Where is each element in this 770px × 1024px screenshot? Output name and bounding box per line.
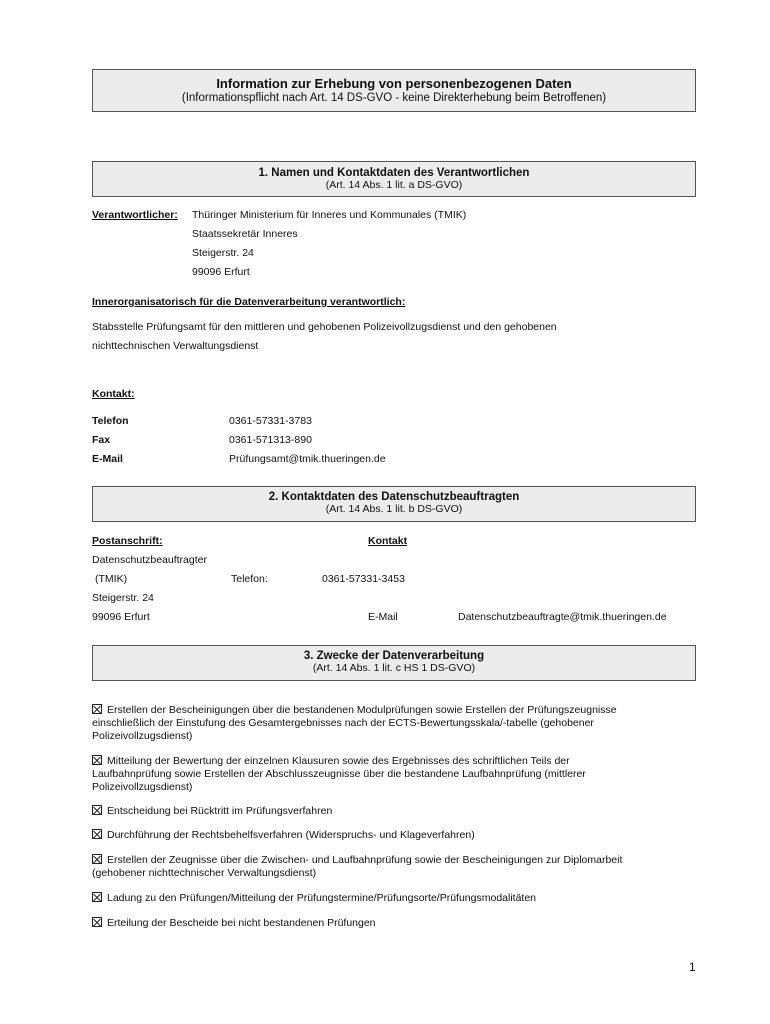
contact-email-value: Prüfungsamt@tmik.thueringen.de <box>229 453 386 465</box>
inner-responsible-line-1: Stabsstelle Prüfungsamt für den mittleren und gehobenen Polizeivollzugsdienst und den gehobenen <box>92 321 557 333</box>
dsb-email-label: E-Mail <box>368 611 398 623</box>
checked-checkbox-icon <box>92 892 102 902</box>
contact-fax-label: Fax <box>92 434 111 446</box>
verantwortlicher-label: Verantwortlicher: <box>92 209 178 221</box>
dsb-address-3: Steigerstr. 24 <box>92 592 154 604</box>
document-subtitle: (Informationspflicht nach Art. 14 DS-GVO - keine Direkterhebung beim Betroffenen) <box>181 92 607 104</box>
dsb-kontakt-label: Kontakt <box>368 535 408 547</box>
address-line-3: Steigerstr. 24 <box>192 247 254 259</box>
section2-subtitle: (Art. 14 Abs. 1 lit. b DS-GVO) <box>325 503 463 515</box>
section1-title: 1. Namen und Kontaktdaten des Verantwortlichen <box>258 167 530 179</box>
address-line-2: Staatssekretär Inneres <box>192 228 298 240</box>
checked-checkbox-icon <box>92 854 102 864</box>
dsb-telefon-label: Telefon: <box>231 573 268 585</box>
header-box <box>92 69 696 112</box>
address-line-1: Thüringer Ministerium für Inneres und Kommunales (TMIK) <box>192 209 467 221</box>
purpose-item-2: Mitteilung der Bewertung der einzelnen Klausuren sowie des Ergebnisses des schriftlichen Teils der Laufbahnprüfung sowie Erstellen der Abschlusszeugnisse über die bestandene Laufbahnprüfung (mittlerer Polizeivollzugsdienst) <box>92 755 586 793</box>
address-line-4: 99096 Erfurt <box>192 266 250 278</box>
section2-title: 2. Kontaktdaten des Datenschutzbeauftragten <box>268 491 520 503</box>
section3-header <box>92 645 696 681</box>
purpose-item-3: Entscheidung bei Rücktritt im Prüfungsverfahren <box>92 805 692 818</box>
document-title: Information zur Erhebung von personenbezogenen Daten <box>216 76 572 91</box>
contact-phone-label: Telefon <box>92 415 129 427</box>
kontakt-label: Kontakt: <box>92 388 135 400</box>
contact-phone-value: 0361-57331-3783 <box>229 415 312 427</box>
inner-responsible-line-2: nichttechnischen Verwaltungsdienst <box>92 340 259 352</box>
checked-checkbox-icon <box>92 704 102 714</box>
dsb-address-1: Datenschutzbeauftragter <box>92 554 207 566</box>
contact-email-label: E-Mail <box>92 453 123 465</box>
purpose-item-1: Erstellen der Bescheinigungen über die bestandenen Modulprüfungen sowie Erstellen der Prüfungszeugnisse einschließlich der Einstufung des Gesamtergebnisses nach der ECTS-Bewertungsskala/-tabelle (gehobener Polizeivollzugsdienst) <box>92 704 617 742</box>
inner-responsible-label: Innerorganisatorisch für die Datenverarbeitung verantwortlich: <box>92 296 406 308</box>
purpose-item-5: Erstellen der Zeugnisse über die Zwischen- und Laufbahnprüfung sowie der Bescheinigungen zur Diplomarbeit (gehobener nichttechnischer Verwaltungsdienst) <box>92 854 623 879</box>
checked-checkbox-icon <box>92 829 102 839</box>
dsb-telefon-value: 0361-57331-3453 <box>322 573 405 585</box>
section1-header <box>92 161 696 197</box>
purpose-item-6: Ladung zu den Prüfungen/Mitteilung der Prüfungstermine/Prüfungsorte/Prüfungsmodalitäten <box>92 892 692 905</box>
purpose-item-4: Durchführung der Rechtsbehelfsverfahren (Widerspruchs- und Klageverfahren) <box>92 829 692 842</box>
section2-header <box>92 486 696 522</box>
page-number: 1 <box>689 960 696 974</box>
dsb-address-2: (TMIK) <box>95 573 128 585</box>
purpose-item-7: Erteilung der Bescheide bei nicht bestandenen Prüfungen <box>92 917 692 930</box>
checked-checkbox-icon <box>92 917 102 927</box>
postanschrift-label: Postanschrift: <box>92 535 163 547</box>
section3-subtitle: (Art. 14 Abs. 1 lit. c HS 1 DS-GVO) <box>312 662 476 674</box>
dsb-email-value: Datenschutzbeauftragte@tmik.thueringen.de <box>458 611 667 623</box>
contact-fax-value: 0361-571313-890 <box>229 434 312 446</box>
checked-checkbox-icon <box>92 755 102 765</box>
checked-checkbox-icon <box>92 805 102 815</box>
dsb-address-4: 99096 Erfurt <box>92 611 150 623</box>
section3-title: 3. Zwecke der Datenverarbeitung <box>303 650 485 662</box>
section1-subtitle: (Art. 14 Abs. 1 lit. a DS-GVO) <box>325 179 463 191</box>
